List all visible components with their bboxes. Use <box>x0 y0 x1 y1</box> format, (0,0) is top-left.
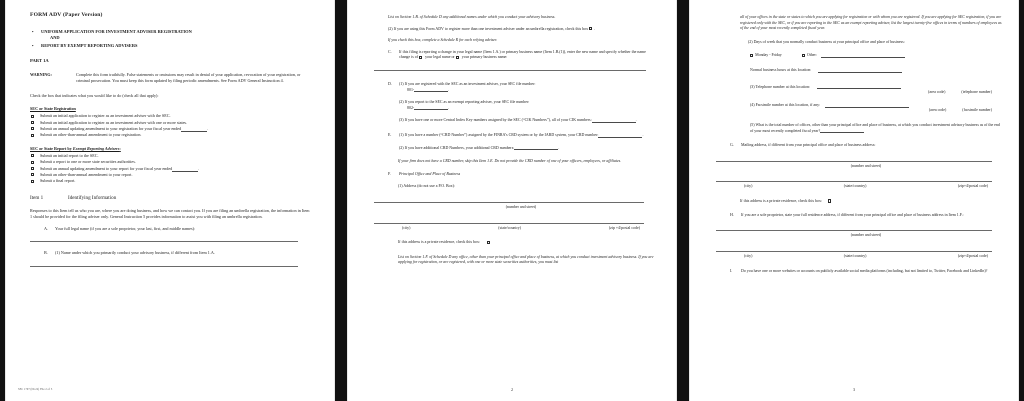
answer-line-1b[interactable] <box>30 266 298 267</box>
question-1f <box>388 171 656 177</box>
caption-state-country: (state/country) <box>498 225 521 230</box>
question-text: Mailing address, if different from your principal office and place of business address: <box>741 142 876 148</box>
section-title: Principal Office and Place of Business <box>399 170 461 176</box>
answer-d1: 801- . <box>407 86 450 92</box>
fill-in-blank-business-hours[interactable] <box>818 68 902 73</box>
fill-in-blank[interactable] <box>598 133 642 138</box>
private-residence-row <box>398 239 656 245</box>
caption-zip: (zip+4/postal code) <box>957 253 988 258</box>
page-gutter-1 <box>334 0 348 401</box>
list-item-label: Submit an annual updating amendment to your report for your fiscal year ended <box>40 165 173 171</box>
fill-in-blank[interactable] <box>592 119 636 124</box>
caption-label: (number and street) <box>505 205 537 210</box>
question-text: (3) If you have one or more Central Index Key numbers assigned by the SEC (“CIK Numbers”), all of your CIK numbers: . <box>399 117 637 123</box>
caption-area-code: (area code) <box>928 108 947 113</box>
page-footer-identifier: SEC 1707 (09-22) File 2 of 3 <box>18 388 53 392</box>
checkbox-icon[interactable] <box>31 167 34 170</box>
question-text: Do you have one or more websites or accounts on publicly available social media platforms (including, but not limited to, Twitter, Facebook and LinkedIn)? <box>741 268 988 274</box>
bullet-main-text: REPORT BY EXEMPT REPORTING ADVISERS <box>41 42 138 48</box>
answer-line-1a[interactable] <box>30 241 298 242</box>
checkbox-icon[interactable] <box>31 121 34 124</box>
fill-in-blank-facsimile[interactable] <box>825 103 909 108</box>
question-text: If you are a sole proprietor, state your full residence address, if different from your principal office and place of business address in Item 1.F.: <box>741 211 964 217</box>
warning-block <box>30 72 312 84</box>
question-text: (1) Name under which you primarily conduct your advisory business, if different from Item 1.A. <box>55 250 215 256</box>
answer-line-residence-city[interactable] <box>716 251 992 252</box>
caption-number-street-row <box>398 205 644 211</box>
question-1f3 <box>750 84 1002 90</box>
checkbox-icon[interactable] <box>31 127 34 130</box>
document-page-3[interactable] <box>690 0 1018 401</box>
question-1b <box>44 250 312 256</box>
monday-friday-label: Monday - Friday <box>755 52 782 58</box>
page-gutter-2 <box>676 0 690 401</box>
schedule-r-note: If you check this box, complete a Schedule R for each relying adviser. <box>388 37 498 43</box>
list-item[interactable]: Submit an annual updating amendment to your registration for your fiscal year ended . <box>30 126 312 132</box>
page-title: FORM ADV (Paper Version) <box>30 12 103 18</box>
question-letter: F. <box>388 170 391 176</box>
question-1a <box>44 226 312 232</box>
schedule-d-office-note: List on Section 1.F. of Schedule D any office, other than your principal office and place of business, at which you conduct investment advisory business. If you are applying for registration, or are registered, with one or more state securities authorities, you must list <box>398 253 654 265</box>
checkbox-icon[interactable] <box>31 154 34 157</box>
question-text: (3) Telephone number at this location: <box>750 83 811 89</box>
checkbox-icon[interactable] <box>456 56 459 59</box>
section-heading-sec-state-report: SEC or State Report by Exempt Reporting Advisers: <box>30 145 121 151</box>
page-number: 2 <box>510 387 514 393</box>
form-purpose-bullets <box>30 29 312 49</box>
caption-state-country: (state/country) <box>843 253 867 258</box>
caption-label: (number and street) <box>850 163 882 168</box>
item-title: Identifying Information <box>68 194 117 201</box>
warning-text: Complete this form truthfully. False statements or omissions may result in denial of your application, revocation of your registration, or criminal prosecution. You must keep this form updated by filing periodic amendments. See Form ADV General Instruction 4. <box>76 71 301 83</box>
check-instruction: Check the box that indicates what you would like to do (check all that apply): <box>30 93 159 99</box>
business-hours-label: Normal business hours at this location: <box>750 67 812 73</box>
list-item-label: Submit an initial application to register as an investment adviser with the SEC. <box>40 113 171 119</box>
question-1f1: (1) Address (do not use a P.O. Box): <box>398 182 455 188</box>
question-letter: C. <box>388 48 392 54</box>
question-1d <box>388 81 656 92</box>
question-letter: E. <box>388 132 392 138</box>
bullet-item <box>30 29 312 42</box>
question-1h <box>730 212 1002 218</box>
private-residence-row <box>740 198 1002 204</box>
caption-state-country: (state/country) <box>843 184 867 189</box>
registration-checkbox-list <box>30 113 312 138</box>
fill-in-blank-office-count[interactable] <box>820 129 864 134</box>
caption-facsimile-number: (facsimile number) <box>962 108 992 113</box>
days-of-week-options <box>750 52 1002 58</box>
document-page-2[interactable] <box>348 0 676 401</box>
answer-line-city-state-zip[interactable] <box>374 223 644 224</box>
warning-label: WARNING: <box>30 71 52 77</box>
question-text: (2) If you have additional CRD Numbers, your additional CRD numbers: . <box>399 144 560 150</box>
checkbox-icon[interactable] <box>31 173 34 176</box>
fill-in-blank[interactable] <box>514 146 558 151</box>
question-1e2 <box>388 145 656 151</box>
document-page-1[interactable] <box>6 0 334 401</box>
list-item-label: Submit an initial report to the SEC. <box>40 153 99 159</box>
answer-line-mailing-city[interactable] <box>716 181 992 182</box>
question-1f5 <box>750 122 1002 133</box>
schedule-d-note: List on Section 1.B. of Schedule D any additional names under which you conduct your advisory business. <box>388 14 556 19</box>
question-text: (5) What is the total number of offices, other than your principal office and place of business, at which you conduct investment advisory business as of the end of your most recently completed fiscal year? <box>750 121 1000 133</box>
question-1d2 <box>388 99 656 110</box>
list-item-label: Submit an other-than-annual amendment to your report. <box>40 171 133 177</box>
caption-city: (city) <box>744 253 753 258</box>
question-1i <box>730 268 1002 274</box>
caption-number-street-row <box>740 233 992 239</box>
answer-line-1c[interactable] <box>374 70 646 71</box>
business-hours-row <box>750 67 1002 73</box>
fill-in-blank-telephone[interactable] <box>817 85 901 90</box>
checkbox-icon[interactable] <box>31 180 34 183</box>
bullet-main-text: UNIFORM APPLICATION FOR INVESTMENT ADVISER REGISTRATION <box>41 28 192 34</box>
fill-in-blank-other-days[interactable] <box>821 53 905 58</box>
private-residence-label: If this address is a private residence, check this box: <box>740 197 823 203</box>
question-letter: A. <box>44 225 49 231</box>
private-residence-label: If this address is a private residence, check this box: <box>398 239 481 245</box>
question-text <box>399 81 656 92</box>
caption-area-code: (area code) <box>928 89 946 94</box>
viewer-right-gutter <box>1018 0 1024 401</box>
checkbox-icon[interactable] <box>487 241 490 244</box>
answer-line-mailing-street[interactable] <box>716 161 992 162</box>
list-item[interactable] <box>30 132 312 138</box>
question-1d3 <box>388 117 656 123</box>
caption-city-state-zip-row <box>740 254 992 260</box>
caption-city: (city) <box>402 225 411 230</box>
facsimile-captions <box>716 108 1002 114</box>
section-heading-prefix: SEC or State Report by <box>30 145 73 151</box>
checkbox-icon[interactable] <box>419 56 422 59</box>
question-text: If this filing is reporting a change in your legal name (Item 1.A.) or primary business name (Item 1.B.(1)), enter the new name and specify whether the name change is of your legal name or your primary business name: <box>399 48 646 60</box>
checkbox-icon[interactable] <box>31 161 34 164</box>
question-1e <box>388 132 656 138</box>
other-label: Other: <box>806 52 817 58</box>
answer-line-street[interactable] <box>374 202 644 203</box>
question-text: (1) If you have a number (“CRD Number”) assigned by the FINRA’s CRD system or by the IARD system, your CRD number: . <box>399 132 644 138</box>
question-letter: G. <box>730 142 734 148</box>
item-number: Item 1 <box>30 194 44 201</box>
list-item-label: Submit an initial application to register as an investment adviser with one or more states. <box>40 119 188 125</box>
question-1c <box>388 49 656 60</box>
fill-in-blank[interactable] <box>414 88 448 93</box>
question-1f4 <box>750 102 1002 108</box>
item-1-intro: Responses to this Item tell us who you are, where you are doing business, and how we can contact you. If you are filing an umbrella registration, the information in Item 1 should be provided for the filing adviser only. General Instruction 5 provides information to assist you with filing an umbrella registration. <box>30 207 310 219</box>
caption-label: (number and street) <box>850 233 882 238</box>
part-label: PART 1A <box>30 58 49 64</box>
report-checkbox-list <box>30 153 312 185</box>
list-item[interactable] <box>30 178 312 184</box>
caption-telephone-number: (telephone number) <box>961 89 992 94</box>
question-1g <box>730 142 1002 148</box>
telephone-captions <box>716 90 1002 96</box>
crd-note: If your firm does not have a CRD number, skip this Item 1.E. Do not provide the CRD number of one of your officers, employees, or affiliates. <box>398 158 622 164</box>
question-text <box>399 99 656 110</box>
list-item-label: Submit an annual updating amendment to your registration for your fiscal year ended <box>40 126 182 131</box>
question-d1-text: (1) If you are registered with the SEC as an investment adviser, your SEC file number: <box>399 81 536 87</box>
question-1f2 <box>740 39 1002 45</box>
caption-city-state-zip-row <box>740 184 992 190</box>
question-text: (2) If you are using this Form ADV to register more than one investment adviser under an umbrella registration, check this box <box>388 25 589 31</box>
question-1b2: (2) If you are using this Form ADV to register more than one investment adviser under an umbrella registration, check this box . <box>388 25 596 31</box>
question-text: Your full legal name (if you are a sole proprietor, your last, first, and middle names): <box>55 225 196 231</box>
question-letter: D. <box>388 81 392 87</box>
question-text: (2) Days of week that you normally conduct business at your principal office and place of business: <box>748 38 905 44</box>
page-number: 3 <box>852 387 856 393</box>
fill-in-blank[interactable] <box>414 106 448 111</box>
question-d2-text: (2) If you report to the SEC as an exempt reporting adviser, your SEC file number: <box>399 99 530 105</box>
checkbox-icon[interactable] <box>31 134 34 137</box>
checkbox-icon[interactable] <box>828 199 831 202</box>
office-listing-continuation: all of your offices in the state or states to which you are applying for registration or with whom you are registered. If you are applying for SEC registration, if you are registered only with the SEC, or if you are reporting to the SEC as an exempt reporting adviser, list the largest twenty-five offices in terms of numbers of employees as of the end of your most recently completed fiscal year. <box>740 14 1002 31</box>
checkbox-icon[interactable] <box>750 54 753 57</box>
caption-city: (city) <box>744 184 753 189</box>
list-item-label: Submit a final report. <box>40 178 76 184</box>
question-letter: I. <box>730 268 733 274</box>
list-item-label: Submit a report to one or more state securities authorities. <box>40 159 136 165</box>
caption-zip: (zip+4/postal code) <box>957 184 988 189</box>
list-item-label: Submit an other-than-annual amendment to your registration. <box>40 132 142 138</box>
checkbox-icon[interactable] <box>589 27 592 30</box>
checkbox-icon[interactable] <box>31 115 34 118</box>
question-text: (4) Facsimile number at this location, if any: <box>750 102 821 108</box>
checkbox-icon[interactable] <box>802 54 805 57</box>
answer-line-residence-street[interactable] <box>716 230 992 231</box>
section-heading-italic: Exempt Reporting Advisers <box>72 145 120 151</box>
item-1-heading <box>30 195 312 202</box>
answer-d2: 802- . <box>407 104 450 110</box>
bullet-sub-text: AND <box>50 35 60 41</box>
list-item[interactable]: Submit an annual updating amendment to your report for your fiscal year ended . <box>30 166 312 172</box>
question-letter: B. <box>44 250 48 256</box>
caption-number-street-row <box>740 164 992 170</box>
section-heading-sec-state-registration: SEC or State Registration <box>30 105 76 111</box>
bullet-item <box>30 43 312 49</box>
caption-city-state-zip-row <box>398 226 644 232</box>
caption-zip: (zip +4/postal code) <box>608 225 640 230</box>
question-letter: H. <box>730 211 734 217</box>
